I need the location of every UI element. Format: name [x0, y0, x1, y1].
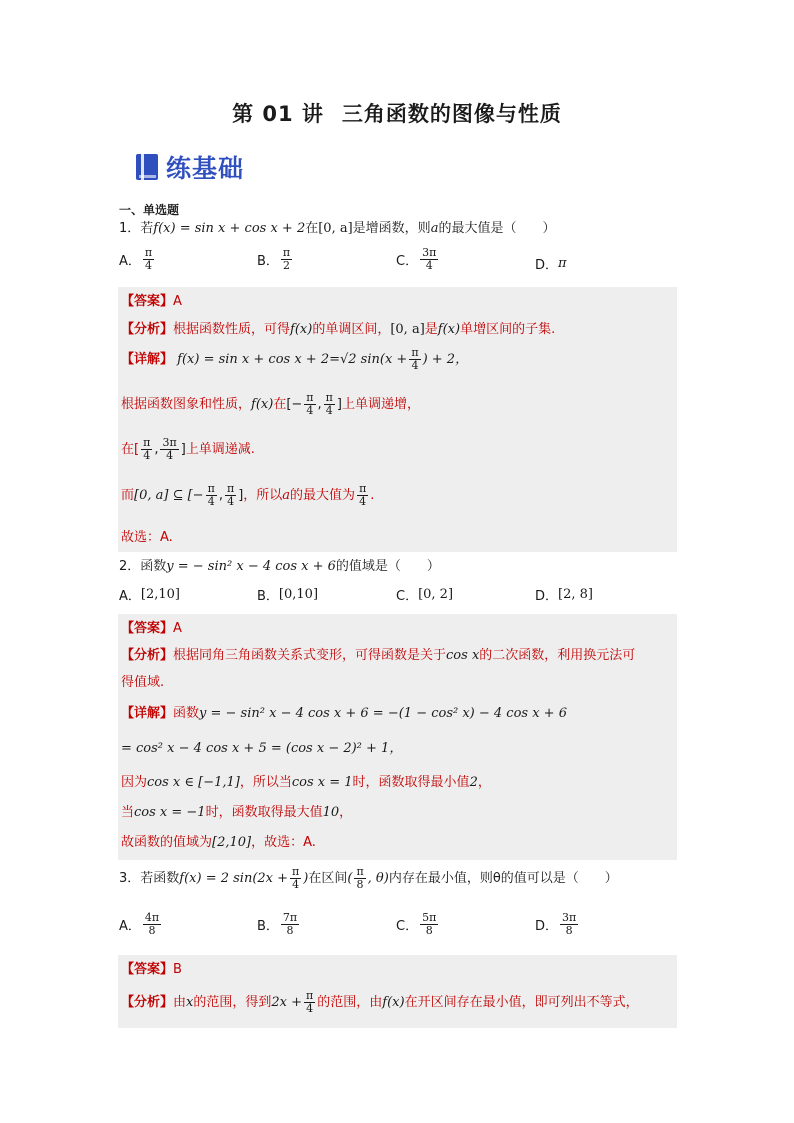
answer-tag: 【答案】: [121, 621, 174, 636]
denominator: 8: [148, 924, 156, 937]
question-number: 2．函数: [119, 559, 167, 574]
text: 在: [305, 221, 319, 236]
question-3: [119, 866, 618, 891]
text: cos x: [446, 648, 480, 663]
fraction: [141, 437, 152, 462]
text: 的范围，得到: [193, 995, 272, 1010]
option-label: C．: [396, 919, 419, 934]
q1-conclusion: [121, 526, 173, 545]
text: π: [306, 989, 314, 1002]
option-label: B．: [257, 589, 279, 604]
fraction: [409, 347, 420, 372]
section-heading: 一、单选题: [119, 203, 180, 217]
text: π: [143, 436, 151, 449]
text: = cos² x − 4 cos x + 5 = (cos x − 2)² + 1，: [121, 741, 403, 756]
text: ) + 2，: [422, 352, 469, 367]
fraction: [420, 247, 438, 272]
fraction: [281, 912, 299, 937]
text: π: [306, 391, 314, 404]
text: 4: [166, 449, 174, 462]
text: ): [303, 871, 309, 886]
text: 上单调递增，: [341, 397, 420, 412]
text: .: [370, 488, 375, 503]
question-1: [119, 217, 555, 236]
option-label: B．: [257, 254, 279, 269]
text: 单增区间的子集.: [460, 322, 556, 337]
question-2: [119, 555, 440, 574]
q2-option-a[interactable]: [119, 585, 180, 604]
q1-detail: [121, 347, 468, 372]
book-icon: [136, 154, 158, 180]
text: 8: [356, 878, 364, 891]
q2-conclusion: [121, 831, 316, 850]
text: f(x): [251, 397, 274, 412]
text: f(x) = sin x + cos x + 2=: [177, 352, 340, 367]
text: 2: [469, 775, 478, 790]
denominator: 4: [425, 259, 433, 272]
denominator: 8: [425, 924, 433, 937]
fraction: [560, 912, 578, 937]
q3-answer: [121, 958, 182, 977]
numerator: 3π: [422, 246, 437, 259]
answer-tag: 【答案】: [121, 294, 174, 309]
option-value: [2,10]: [140, 587, 180, 602]
text: π: [226, 482, 235, 495]
numerator: π: [144, 246, 153, 259]
answer-value: B: [173, 962, 182, 977]
numerator: 7π: [282, 911, 298, 924]
text: a: [282, 488, 291, 503]
numerator: 3π: [562, 911, 577, 924]
q3-option-d[interactable]: [535, 912, 580, 937]
text: f(x): [290, 322, 313, 337]
option-value: π: [558, 256, 567, 271]
text: 4: [292, 878, 300, 891]
text: π: [359, 482, 367, 495]
fraction: [143, 912, 161, 937]
question-number: 3．若函数: [119, 871, 180, 886]
text: 函数: [173, 706, 200, 721]
option-label: D．: [535, 589, 559, 604]
fraction: [143, 247, 154, 272]
text: 4: [411, 359, 419, 372]
q2-analysis-line-2: [121, 671, 164, 690]
text: 上单调递减.: [185, 442, 255, 457]
option-label: A．: [119, 254, 141, 269]
text: 的值域是（ ）: [335, 559, 440, 574]
q1-detail-line-3: 在[ $\frac{\pi}{4}$ , $\frac{3\pi}{4}$ ]上单调递减.: [121, 436, 255, 462]
option-value: [2, 8]: [558, 587, 593, 602]
fraction: [420, 912, 438, 937]
text: ]: [238, 488, 244, 503]
text: 4: [306, 404, 314, 417]
text: π: [325, 391, 333, 404]
text: 在区间: [308, 871, 348, 886]
text: ，: [477, 775, 491, 790]
denominator: 8: [286, 924, 294, 937]
q1-detail-line-2: 根据函数图象和性质，f(x)在[− $\frac{\pi}{4}$ , $\frac{\pi}{4}$ ]上单调递增，: [121, 391, 420, 417]
option-label: D．: [535, 258, 559, 273]
text: π: [207, 482, 215, 495]
text: 根据同角三角函数关系式变形，可得函数是关于: [173, 648, 447, 663]
text: 4: [143, 449, 151, 462]
text: 故函数的值域为: [121, 835, 213, 850]
q2-option-c[interactable]: [396, 585, 453, 604]
q1-option-a[interactable]: [119, 247, 156, 272]
fraction: [354, 866, 365, 891]
text: π: [411, 346, 419, 359]
denominator: 2: [283, 259, 291, 272]
text: cos x = −1: [134, 805, 206, 820]
analysis-tag: 【分析】: [121, 322, 174, 337]
text: 由: [173, 995, 187, 1010]
fraction: [281, 247, 292, 272]
section-banner: [136, 150, 244, 184]
text: cos x ∈ [−1,1]: [147, 775, 240, 790]
text: ，故选：A.: [251, 835, 316, 850]
text: 而: [121, 488, 135, 503]
fraction: [206, 483, 217, 508]
option-label: C．: [396, 254, 419, 269]
text: 4: [325, 404, 333, 417]
text: 的最大值为: [290, 488, 356, 503]
q2-option-d[interactable]: [535, 585, 593, 604]
denominator: 8: [565, 924, 573, 937]
text: ，: [339, 805, 353, 820]
text: y = − sin² x − 4 cos x + 6 = −(1 − cos² x) − 4 cos x + 6: [199, 706, 567, 721]
text: 的最大值是（ ）: [438, 221, 556, 236]
q1-analysis: [121, 318, 555, 337]
q3-analysis: [121, 990, 639, 1015]
analysis-tag: 【分析】: [121, 648, 174, 663]
text: [0, a] ⊆ [−: [134, 488, 204, 503]
function-expression: f(x) = sin x + cos x + 2: [153, 221, 306, 236]
option-label: A．: [119, 919, 141, 934]
function-expression: y = − sin² x − 4 cos x + 6: [166, 559, 336, 574]
option-label: B．: [257, 919, 279, 934]
lesson-topic: 三角函数的图像与性质: [341, 102, 562, 126]
q2-option-b[interactable]: [257, 585, 318, 604]
numerator: π: [282, 246, 291, 259]
fraction: [290, 866, 301, 891]
option-label: D．: [535, 919, 559, 934]
q1-answer: [121, 290, 182, 309]
q1-option-c[interactable]: [396, 247, 440, 272]
q1-option-b[interactable]: [257, 247, 294, 272]
fraction: [304, 392, 315, 417]
text: 当: [121, 805, 135, 820]
text: f(x): [437, 322, 461, 337]
text: π: [356, 865, 364, 878]
q3-option-b[interactable]: [257, 912, 301, 937]
text: 在开区间存在最小值，即可列出不等式，: [404, 995, 639, 1010]
q1-option-d[interactable]: [535, 254, 567, 273]
banner-label: 练基础: [166, 154, 245, 183]
text: π: [292, 865, 300, 878]
numerator: 5π: [422, 911, 437, 924]
option-label: A．: [119, 589, 141, 604]
text: [−: [286, 397, 303, 412]
detail-tag: 【详解】: [121, 352, 174, 367]
q2-detail-line-4: [121, 801, 352, 820]
text: 故选：A.: [121, 530, 173, 545]
text: 是增函数，则: [352, 221, 431, 236]
fraction: [225, 483, 236, 508]
text: 的单调区间，: [312, 322, 391, 337]
variable: a: [430, 221, 439, 236]
answer-value: A: [173, 294, 182, 309]
option-value: [0,10]: [278, 587, 319, 602]
option-value: [0, 2]: [418, 587, 454, 602]
detail-tag: 【详解】: [121, 706, 174, 721]
text: 时，函数取得最大值: [205, 805, 323, 820]
text: 3π: [162, 436, 177, 449]
text: 4: [306, 1002, 314, 1015]
answer-tag: 【答案】: [121, 962, 174, 977]
function-expression: f(x) = 2 sin(2x +: [179, 871, 289, 886]
text: , θ): [367, 871, 389, 886]
q2-analysis: [121, 644, 635, 663]
text: x: [186, 995, 194, 1010]
text: 得值域.: [121, 675, 165, 690]
text: ]: [180, 442, 186, 457]
text: 4: [359, 495, 367, 508]
numerator: 4π: [144, 911, 160, 924]
text: (: [347, 871, 353, 886]
fraction: [324, 392, 335, 417]
fraction: [160, 437, 178, 462]
text: 是: [424, 322, 438, 337]
answer-value: A: [173, 621, 182, 636]
text: cos x = 1: [291, 775, 353, 790]
text: 时，函数取得最小值: [352, 775, 470, 790]
page-title: [0, 98, 794, 128]
text: 在: [273, 397, 287, 412]
text: 根据函数图象和性质，: [121, 397, 252, 412]
text: [0, a]: [390, 322, 425, 337]
text: ]: [336, 397, 342, 412]
text: 因为: [121, 775, 148, 790]
text: [2,10]: [212, 835, 252, 850]
text: 4: [207, 495, 215, 508]
question-number: 1．若: [119, 221, 154, 236]
q1-detail-line-4: 而[0, a] ⊆ [− $\frac{\pi}{4}$ , $\frac{\pi}{4}$ ]，所以a的最大值为 $\frac{\pi}{4}$ .: [121, 482, 375, 508]
q3-option-c[interactable]: [396, 912, 440, 937]
q2-detail: [121, 702, 567, 721]
text: 的二次函数，利用换元法可: [479, 648, 636, 663]
text: 10: [322, 805, 340, 820]
text: f(x): [382, 995, 405, 1010]
lesson-number: 第 01 讲: [232, 102, 324, 126]
fraction: [357, 483, 368, 508]
q2-detail-line-2: [121, 737, 402, 756]
q3-option-a[interactable]: [119, 912, 163, 937]
text: ，所以: [243, 488, 283, 503]
q2-answer: [121, 617, 182, 636]
text: 2x +: [271, 995, 303, 1010]
interval: [0, a]: [318, 221, 353, 236]
text: 在[: [121, 442, 140, 457]
analysis-tag: 【分析】: [121, 995, 174, 1010]
text: 4: [227, 495, 235, 508]
text: 的范围，由: [317, 995, 383, 1010]
text: 内存在最小值，则θ的值可以是（ ）: [388, 871, 618, 886]
text: ，所以当: [239, 775, 292, 790]
denominator: 4: [145, 259, 153, 272]
option-label: C．: [396, 589, 419, 604]
text: 根据函数性质，可得: [173, 322, 291, 337]
q2-detail-line-3: [121, 771, 491, 790]
fraction: [304, 990, 315, 1015]
text: √2 sin(x +: [340, 352, 408, 367]
